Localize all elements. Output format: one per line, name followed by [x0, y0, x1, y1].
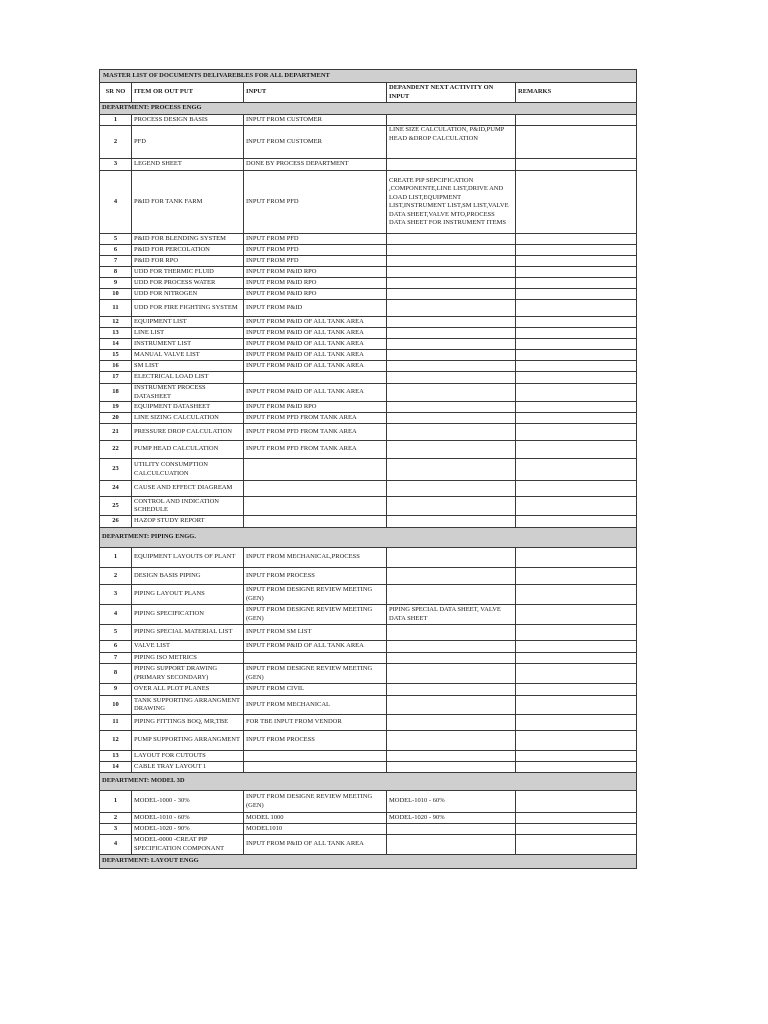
row-sr-no: 15: [100, 350, 132, 361]
row-remarks: [516, 459, 637, 481]
row-item: MODEL-1000 - 30%: [132, 791, 244, 813]
row-remarks: [516, 317, 637, 328]
row-sr-no: 5: [100, 625, 132, 641]
row-next-activity: [387, 328, 516, 339]
row-next-activity: [387, 481, 516, 497]
table-row: [100, 350, 637, 361]
row-item: INSTRUMENT PROCESS DATASHEET: [132, 384, 244, 402]
table-row: [100, 625, 637, 641]
row-input: INPUT FROM CUSTOMER: [244, 126, 387, 159]
row-next-activity: [387, 568, 516, 585]
row-next-activity: [387, 245, 516, 256]
row-sr-no: 4: [100, 605, 132, 625]
row-next-activity: [387, 372, 516, 384]
row-next-activity: [387, 289, 516, 300]
row-input: INPUT FROM PROCESS: [244, 731, 387, 751]
row-sr-no: 8: [100, 267, 132, 278]
row-next-activity: PIPING SPECIAL DATA SHEET, VALVE DATA SHEET: [387, 605, 516, 625]
row-item: PIPING ISO METRICS: [132, 653, 244, 664]
table-row: [100, 751, 637, 762]
table-row: [100, 361, 637, 372]
row-remarks: [516, 245, 637, 256]
row-next-activity: [387, 159, 516, 171]
row-remarks: [516, 824, 637, 835]
row-remarks: [516, 481, 637, 497]
row-input: INPUT FROM PFD FROM TANK AREA: [244, 424, 387, 441]
row-remarks: [516, 605, 637, 625]
header-next-activity: DEPANDENT NEXT ACTIVITY ON INPUT: [387, 83, 516, 103]
row-sr-no: 20: [100, 413, 132, 424]
department-heading: DEPARTMENT: LAYOUT ENGG: [100, 855, 637, 869]
table-row: [100, 372, 637, 384]
department-heading: DEPARTMENT: PROCESS ENGG: [100, 103, 637, 115]
row-input: INPUT FROM P&ID RPO: [244, 402, 387, 413]
row-item: OVER ALL PLOT PLANES: [132, 684, 244, 696]
row-sr-no: 1: [100, 791, 132, 813]
table-row: [100, 715, 637, 731]
row-input: [244, 372, 387, 384]
row-input: INPUT FROM P&ID OF ALL TANK AREA: [244, 339, 387, 350]
row-sr-no: 19: [100, 402, 132, 413]
table-row: [100, 684, 637, 696]
row-sr-no: 6: [100, 641, 132, 653]
row-next-activity: [387, 234, 516, 245]
row-sr-no: 2: [100, 126, 132, 159]
row-input: [244, 653, 387, 664]
table-row: [100, 339, 637, 350]
row-remarks: [516, 278, 637, 289]
master-document-list-table: [99, 69, 637, 869]
row-sr-no: 10: [100, 696, 132, 715]
row-remarks: [516, 126, 637, 159]
row-item: PIPING SPECIFICATION: [132, 605, 244, 625]
row-next-activity: [387, 361, 516, 372]
row-input: DONE BY PROCESS DEPARTMENT: [244, 159, 387, 171]
row-sr-no: 7: [100, 256, 132, 267]
row-item: VALVE LIST: [132, 641, 244, 653]
row-sr-no: 1: [100, 548, 132, 568]
row-remarks: [516, 625, 637, 641]
row-next-activity: [387, 696, 516, 715]
row-item: ELECTRICAL LOAD LIST: [132, 372, 244, 384]
row-remarks: [516, 300, 637, 317]
row-input: INPUT FROM P&ID RPO: [244, 289, 387, 300]
row-next-activity: [387, 459, 516, 481]
row-input: [244, 762, 387, 773]
row-sr-no: 22: [100, 441, 132, 459]
row-remarks: [516, 813, 637, 824]
table-row: [100, 641, 637, 653]
row-remarks: [516, 585, 637, 605]
row-item: UTILITY CONSUMPTION CALCULCUATION: [132, 459, 244, 481]
row-input: INPUT FROM PFD: [244, 171, 387, 234]
row-remarks: [516, 696, 637, 715]
row-item: MODEL-1010 - 60%: [132, 813, 244, 824]
row-sr-no: 9: [100, 684, 132, 696]
row-remarks: [516, 568, 637, 585]
table-row: [100, 424, 637, 441]
row-sr-no: 6: [100, 245, 132, 256]
department-heading: DEPARTMENT: PIPING ENGG.: [100, 528, 637, 548]
table-row: [100, 605, 637, 625]
table-row: [100, 402, 637, 413]
row-remarks: [516, 159, 637, 171]
row-remarks: [516, 234, 637, 245]
row-item: CAUSE AND EFFECT DIAGREAM: [132, 481, 244, 497]
row-next-activity: [387, 824, 516, 835]
row-remarks: [516, 548, 637, 568]
row-sr-no: 17: [100, 372, 132, 384]
row-input: MODEL 1000: [244, 813, 387, 824]
table-row: [100, 762, 637, 773]
row-item: INSTRUMENT LIST: [132, 339, 244, 350]
table-row: [100, 115, 637, 126]
row-remarks: [516, 791, 637, 813]
row-item: UDD FOR NITROGEN: [132, 289, 244, 300]
row-sr-no: 5: [100, 234, 132, 245]
row-remarks: [516, 339, 637, 350]
row-sr-no: 14: [100, 339, 132, 350]
department-row: [100, 103, 637, 115]
row-next-activity: [387, 300, 516, 317]
row-next-activity: [387, 715, 516, 731]
department-row: [100, 773, 637, 791]
row-item: PUMP HEAD CALCULATION: [132, 441, 244, 459]
row-next-activity: [387, 441, 516, 459]
table-row: [100, 653, 637, 664]
row-item: P&ID FOR BLENDING SYSTEM: [132, 234, 244, 245]
row-next-activity: [387, 641, 516, 653]
table-title-row: [100, 70, 637, 83]
row-input: INPUT FROM DESIGNE REVIEW MEETING (GEN): [244, 791, 387, 813]
row-next-activity: [387, 664, 516, 684]
row-next-activity: [387, 516, 516, 528]
row-input: INPUT FROM PFD: [244, 256, 387, 267]
row-sr-no: 11: [100, 715, 132, 731]
row-item: PIPING FITTINGS BOQ, MR,TBE: [132, 715, 244, 731]
row-input: INPUT FROM P&ID OF ALL TANK AREA: [244, 384, 387, 402]
row-item: LEGEND SHEET: [132, 159, 244, 171]
table-row: [100, 278, 637, 289]
row-sr-no: 26: [100, 516, 132, 528]
row-item: PFD: [132, 126, 244, 159]
row-next-activity: [387, 653, 516, 664]
row-item: EQUIPMENT LAYOUTS OF PLANT: [132, 548, 244, 568]
row-next-activity: [387, 278, 516, 289]
row-next-activity: CREATE PIP SEPCIFICATION ,COMPONENTE,LINE LIST,DRIVE AND LOAD LIST,EQUIPMENT LIST,INSTRUMENT LIST,SM LIST,VALVE DATA SHEET,VALVE MTO,PROCESS DATA SHEET FOR INSTRUMENT ITEMS: [387, 171, 516, 234]
row-item: EQUIPMENT LIST: [132, 317, 244, 328]
row-item: PUMP SUPPORTING ARRANGMENT: [132, 731, 244, 751]
row-next-activity: [387, 684, 516, 696]
row-remarks: [516, 516, 637, 528]
row-item: TANK SUPPORTING ARRANGMENT DRAWING: [132, 696, 244, 715]
row-item: MODEL-1020 - 90%: [132, 824, 244, 835]
row-input: INPUT FROM PROCESS: [244, 568, 387, 585]
row-remarks: [516, 762, 637, 773]
table-row: [100, 813, 637, 824]
row-item: MANUAL VALVE LIST: [132, 350, 244, 361]
row-sr-no: 8: [100, 664, 132, 684]
row-next-activity: MODEL-1010 - 60%: [387, 791, 516, 813]
row-sr-no: 23: [100, 459, 132, 481]
row-sr-no: 3: [100, 159, 132, 171]
row-remarks: [516, 372, 637, 384]
row-input: [244, 751, 387, 762]
row-next-activity: [387, 350, 516, 361]
row-remarks: [516, 715, 637, 731]
row-input: [244, 497, 387, 516]
row-item: HAZOP STUDY REPORT: [132, 516, 244, 528]
row-sr-no: 13: [100, 751, 132, 762]
row-sr-no: 9: [100, 278, 132, 289]
row-sr-no: 12: [100, 317, 132, 328]
row-item: UDD FOR THERMIC FLUID: [132, 267, 244, 278]
row-item: DESIGN BASIS PIPING: [132, 568, 244, 585]
row-input: [244, 516, 387, 528]
row-remarks: [516, 402, 637, 413]
row-remarks: [516, 115, 637, 126]
row-input: INPUT FROM MECHANICAL: [244, 696, 387, 715]
table-row: [100, 126, 637, 159]
row-item: UDD FOR PROCESS WATER: [132, 278, 244, 289]
row-item: PROCESS DESIGN BASIS: [132, 115, 244, 126]
table-row: [100, 413, 637, 424]
row-item: SM LIST: [132, 361, 244, 372]
row-input: INPUT FROM P&ID OF ALL TANK AREA: [244, 361, 387, 372]
table-title: MASTER LIST OF DOCUMENTS DELIVAREBLES FOR ALL DEPARTMENT: [100, 70, 637, 83]
row-remarks: [516, 684, 637, 696]
table-row: [100, 696, 637, 715]
row-input: INPUT FROM MECHANICAL,PROCESS: [244, 548, 387, 568]
row-input: INPUT FROM P&ID RPO: [244, 267, 387, 278]
row-input: INPUT FROM DESIGNE REVIEW MEETING (GEN): [244, 664, 387, 684]
table-row: [100, 824, 637, 835]
row-input: FOR TBE INPUT FROM VENDOR: [244, 715, 387, 731]
row-next-activity: [387, 384, 516, 402]
header-row: [100, 83, 637, 103]
row-sr-no: 4: [100, 171, 132, 234]
row-sr-no: 2: [100, 568, 132, 585]
row-sr-no: 18: [100, 384, 132, 402]
row-next-activity: [387, 402, 516, 413]
row-next-activity: [387, 267, 516, 278]
header-sr-no: SR NO: [100, 83, 132, 103]
table-row: [100, 459, 637, 481]
row-sr-no: 11: [100, 300, 132, 317]
table-row: [100, 516, 637, 528]
row-remarks: [516, 751, 637, 762]
row-sr-no: 24: [100, 481, 132, 497]
header-remarks: REMARKS: [516, 83, 637, 103]
row-item: PIPING SPECIAL MATERIAL LIST: [132, 625, 244, 641]
row-input: INPUT FROM PFD FROM TANK AREA: [244, 441, 387, 459]
row-sr-no: 25: [100, 497, 132, 516]
row-remarks: [516, 441, 637, 459]
row-item: MODEL-0000 -CREAT PIP SPECIFICATION COMPONANT: [132, 835, 244, 855]
row-next-activity: [387, 625, 516, 641]
row-next-activity: [387, 751, 516, 762]
row-item: LINE SIZING CALCULATION: [132, 413, 244, 424]
row-next-activity: [387, 835, 516, 855]
row-input: INPUT FROM DESIGNE REVIEW MEETING (GEN): [244, 585, 387, 605]
row-sr-no: 3: [100, 585, 132, 605]
row-input: INPUT FROM P&ID OF ALL TANK AREA: [244, 350, 387, 361]
row-next-activity: [387, 339, 516, 350]
table-row: [100, 568, 637, 585]
row-next-activity: [387, 256, 516, 267]
row-input: INPUT FROM P&ID OF ALL TANK AREA: [244, 835, 387, 855]
row-next-activity: [387, 424, 516, 441]
table-row: [100, 256, 637, 267]
table-row: [100, 267, 637, 278]
row-remarks: [516, 328, 637, 339]
row-item: PIPING SUPPORT DRAWING (PRIMARY SECONDARY): [132, 664, 244, 684]
department-row: [100, 855, 637, 869]
row-item: P&ID FOR RPO: [132, 256, 244, 267]
row-item: CABLE TRAY LAYOUT 1: [132, 762, 244, 773]
row-remarks: [516, 256, 637, 267]
table-row: [100, 317, 637, 328]
table-row: [100, 548, 637, 568]
row-input: INPUT FROM CUSTOMER: [244, 115, 387, 126]
row-sr-no: 21: [100, 424, 132, 441]
row-remarks: [516, 653, 637, 664]
row-remarks: [516, 413, 637, 424]
row-sr-no: 13: [100, 328, 132, 339]
row-item: PIPING LAYOUT PLANS: [132, 585, 244, 605]
row-remarks: [516, 424, 637, 441]
table-row: [100, 835, 637, 855]
row-item: UDD FOR FIRE FIGHTING SYSTEM: [132, 300, 244, 317]
row-sr-no: 7: [100, 653, 132, 664]
row-remarks: [516, 171, 637, 234]
row-input: INPUT FROM P&ID RPO: [244, 278, 387, 289]
table-row: [100, 441, 637, 459]
row-sr-no: 3: [100, 824, 132, 835]
table-row: [100, 664, 637, 684]
row-next-activity: [387, 548, 516, 568]
row-item: LAYOUT FOR CUTOUTS: [132, 751, 244, 762]
row-input: INPUT FROM PFD: [244, 234, 387, 245]
table-row: [100, 245, 637, 256]
row-input: INPUT FROM CIVIL: [244, 684, 387, 696]
row-sr-no: 1: [100, 115, 132, 126]
row-next-activity: [387, 115, 516, 126]
row-input: INPUT FROM P&ID: [244, 300, 387, 317]
row-sr-no: 14: [100, 762, 132, 773]
table-row: [100, 289, 637, 300]
row-input: INPUT FROM P&ID OF ALL TANK AREA: [244, 641, 387, 653]
row-input: [244, 481, 387, 497]
row-next-activity: [387, 317, 516, 328]
table-row: [100, 585, 637, 605]
row-item: CONTROL AND INDICATION SCHEDULE: [132, 497, 244, 516]
table-row: [100, 791, 637, 813]
row-remarks: [516, 835, 637, 855]
row-next-activity: MODEL-1020 - 90%: [387, 813, 516, 824]
row-remarks: [516, 289, 637, 300]
table-row: [100, 481, 637, 497]
header-input: INPUT: [244, 83, 387, 103]
table-row: [100, 234, 637, 245]
row-remarks: [516, 731, 637, 751]
department-heading: DEPARTMENT: MODEL 3D: [100, 773, 637, 791]
row-input: INPUT FROM PFD FROM TANK AREA: [244, 413, 387, 424]
row-next-activity: LINE SIZE CALCULATION, P&ID,PUMP HEAD &DROP CALCULATION: [387, 126, 516, 159]
row-input: INPUT FROM SM LIST: [244, 625, 387, 641]
row-sr-no: 4: [100, 835, 132, 855]
row-next-activity: [387, 585, 516, 605]
row-input: [244, 459, 387, 481]
row-remarks: [516, 641, 637, 653]
table-row: [100, 171, 637, 234]
table-row: [100, 328, 637, 339]
table-row: [100, 300, 637, 317]
row-input: INPUT FROM PFD: [244, 245, 387, 256]
row-sr-no: 10: [100, 289, 132, 300]
row-input: INPUT FROM P&ID OF ALL TANK AREA: [244, 317, 387, 328]
row-item: LINE LIST: [132, 328, 244, 339]
row-sr-no: 12: [100, 731, 132, 751]
row-input: INPUT FROM DESIGNE REVIEW MEETING (GEN): [244, 605, 387, 625]
row-item: P&ID FOR PERCOLATION: [132, 245, 244, 256]
row-sr-no: 16: [100, 361, 132, 372]
row-remarks: [516, 497, 637, 516]
row-next-activity: [387, 731, 516, 751]
row-input: INPUT FROM P&ID OF ALL TANK AREA: [244, 328, 387, 339]
table-row: [100, 159, 637, 171]
table-row: [100, 384, 637, 402]
row-remarks: [516, 267, 637, 278]
row-next-activity: [387, 762, 516, 773]
row-sr-no: 2: [100, 813, 132, 824]
row-next-activity: [387, 497, 516, 516]
row-next-activity: [387, 413, 516, 424]
row-input: MODEL1010: [244, 824, 387, 835]
table-row: [100, 731, 637, 751]
row-item: EQUIPMENT DATASHEET: [132, 402, 244, 413]
row-remarks: [516, 361, 637, 372]
table-row: [100, 497, 637, 516]
row-remarks: [516, 350, 637, 361]
row-item: P&ID FOR TANK FARM: [132, 171, 244, 234]
row-remarks: [516, 384, 637, 402]
row-remarks: [516, 664, 637, 684]
department-row: [100, 528, 637, 548]
header-item: ITEM OR OUT PUT: [132, 83, 244, 103]
row-item: PRESSURE DROP CALCULATION: [132, 424, 244, 441]
